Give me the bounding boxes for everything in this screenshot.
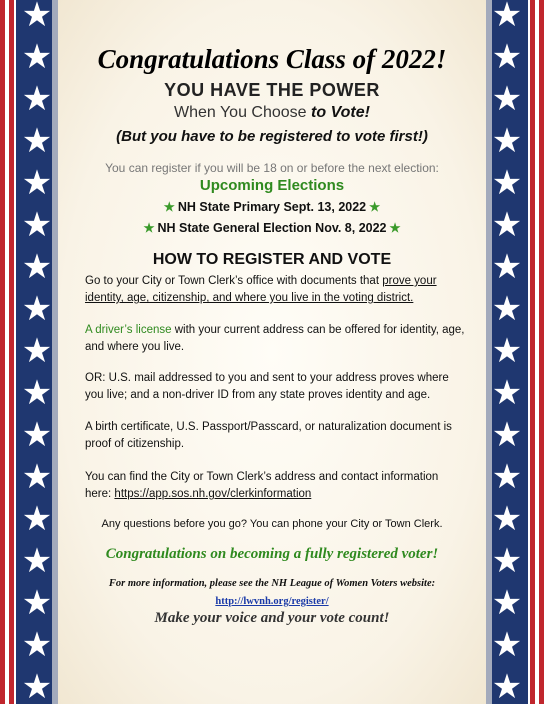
svg-text:★: ★ <box>21 332 53 370</box>
registered-first-note: (But you have to be registered to vote first!) <box>116 128 428 145</box>
election-item <box>58 200 486 214</box>
election-primary: NH State Primary Sept. 13, 2022 <box>177 200 367 214</box>
mail-paragraph: OR: U.S. mail addressed to you and sent to your address proves where you live; and a non-driver ID from any state proves identity and age. <box>85 372 449 401</box>
svg-text:★: ★ <box>491 458 523 496</box>
svg-text:★: ★ <box>491 374 523 412</box>
svg-text:★: ★ <box>21 38 53 76</box>
star-icon: ✭ <box>390 221 401 235</box>
lwv-link[interactable]: http://lwvnh.org/register/ <box>215 596 329 607</box>
more-info-note: For more information, please see the NH League of Women Voters website: <box>108 578 436 589</box>
clerk-info-paragraph <box>85 469 465 503</box>
svg-text:★: ★ <box>21 668 53 704</box>
svg-text:★: ★ <box>21 80 53 118</box>
eligibility-note: You can register if you will be 18 on or before the next election: <box>105 161 439 175</box>
svg-text:★: ★ <box>21 164 53 202</box>
svg-text:★: ★ <box>21 458 53 496</box>
svg-text:★: ★ <box>491 584 523 622</box>
svg-text:★: ★ <box>491 626 523 664</box>
choose-prefix: When You Choose <box>174 104 312 121</box>
svg-text:★: ★ <box>21 122 53 160</box>
svg-text:★: ★ <box>21 500 53 538</box>
svg-text:★: ★ <box>21 206 53 244</box>
congrats-line: Congratulations on becoming a fully registered voter! <box>105 546 439 562</box>
svg-text:★: ★ <box>21 248 53 286</box>
election-general: NH State General Election Nov. 8, 2022 <box>157 221 387 235</box>
svg-text:★: ★ <box>491 164 523 202</box>
citizenship-paragraph: A birth certificate, U.S. Passport/Passcard, or naturalization document is proof of citizenship. <box>85 421 452 450</box>
svg-text:★: ★ <box>491 290 523 328</box>
svg-text:★: ★ <box>491 500 523 538</box>
svg-text:★: ★ <box>21 584 53 622</box>
drivers-license-paragraph <box>85 322 465 356</box>
page-title: Congratulations Class of 2022! <box>97 44 447 74</box>
documents-paragraph <box>85 273 465 307</box>
svg-text:★: ★ <box>491 542 523 580</box>
tagline: Make your voice and your vote count! <box>154 610 390 626</box>
svg-text:★: ★ <box>491 668 523 704</box>
power-heading: YOU HAVE THE POWER <box>164 80 380 100</box>
choose-to-vote-line <box>58 104 486 122</box>
star-icon: ✭ <box>369 200 380 214</box>
how-to-heading: HOW TO REGISTER AND VOTE <box>152 251 392 268</box>
star-icon: ✭ <box>143 221 154 235</box>
upcoming-elections-heading: Upcoming Elections <box>199 177 345 194</box>
svg-text:★: ★ <box>21 374 53 412</box>
documents-proof: prove your identity, age, citizenship, and where you live in the voting district. <box>85 275 437 304</box>
svg-text:★: ★ <box>21 290 53 328</box>
questions-note: Any questions before you go? You can phone your City or Town Clerk. <box>101 518 443 530</box>
election-item <box>58 221 486 235</box>
svg-text:★: ★ <box>21 0 53 34</box>
svg-text:★: ★ <box>491 122 523 160</box>
svg-text:★: ★ <box>21 542 53 580</box>
svg-text:★: ★ <box>491 0 523 34</box>
svg-text:★: ★ <box>491 332 523 370</box>
clerk-info-link[interactable]: https://app.sos.nh.gov/clerkinformation <box>114 488 312 500</box>
clerk-info-lead: You can find the City or Town Clerk’s address and contact information here: <box>85 471 439 500</box>
svg-text:★: ★ <box>491 416 523 454</box>
svg-text:★: ★ <box>21 416 53 454</box>
documents-lead: Go to your City or Town Clerk’s office with documents that <box>85 275 383 287</box>
svg-text:★: ★ <box>21 626 53 664</box>
svg-text:★: ★ <box>491 206 523 244</box>
svg-text:★: ★ <box>491 80 523 118</box>
svg-text:★: ★ <box>491 38 523 76</box>
svg-text:★: ★ <box>491 248 523 286</box>
drivers-license-label: A driver’s license <box>85 324 172 336</box>
choose-emphasis: to Vote! <box>311 104 370 121</box>
star-icon: ✭ <box>164 200 175 214</box>
drivers-license-text: with your current address can be offered for identity, age, and where you live. <box>85 324 465 353</box>
